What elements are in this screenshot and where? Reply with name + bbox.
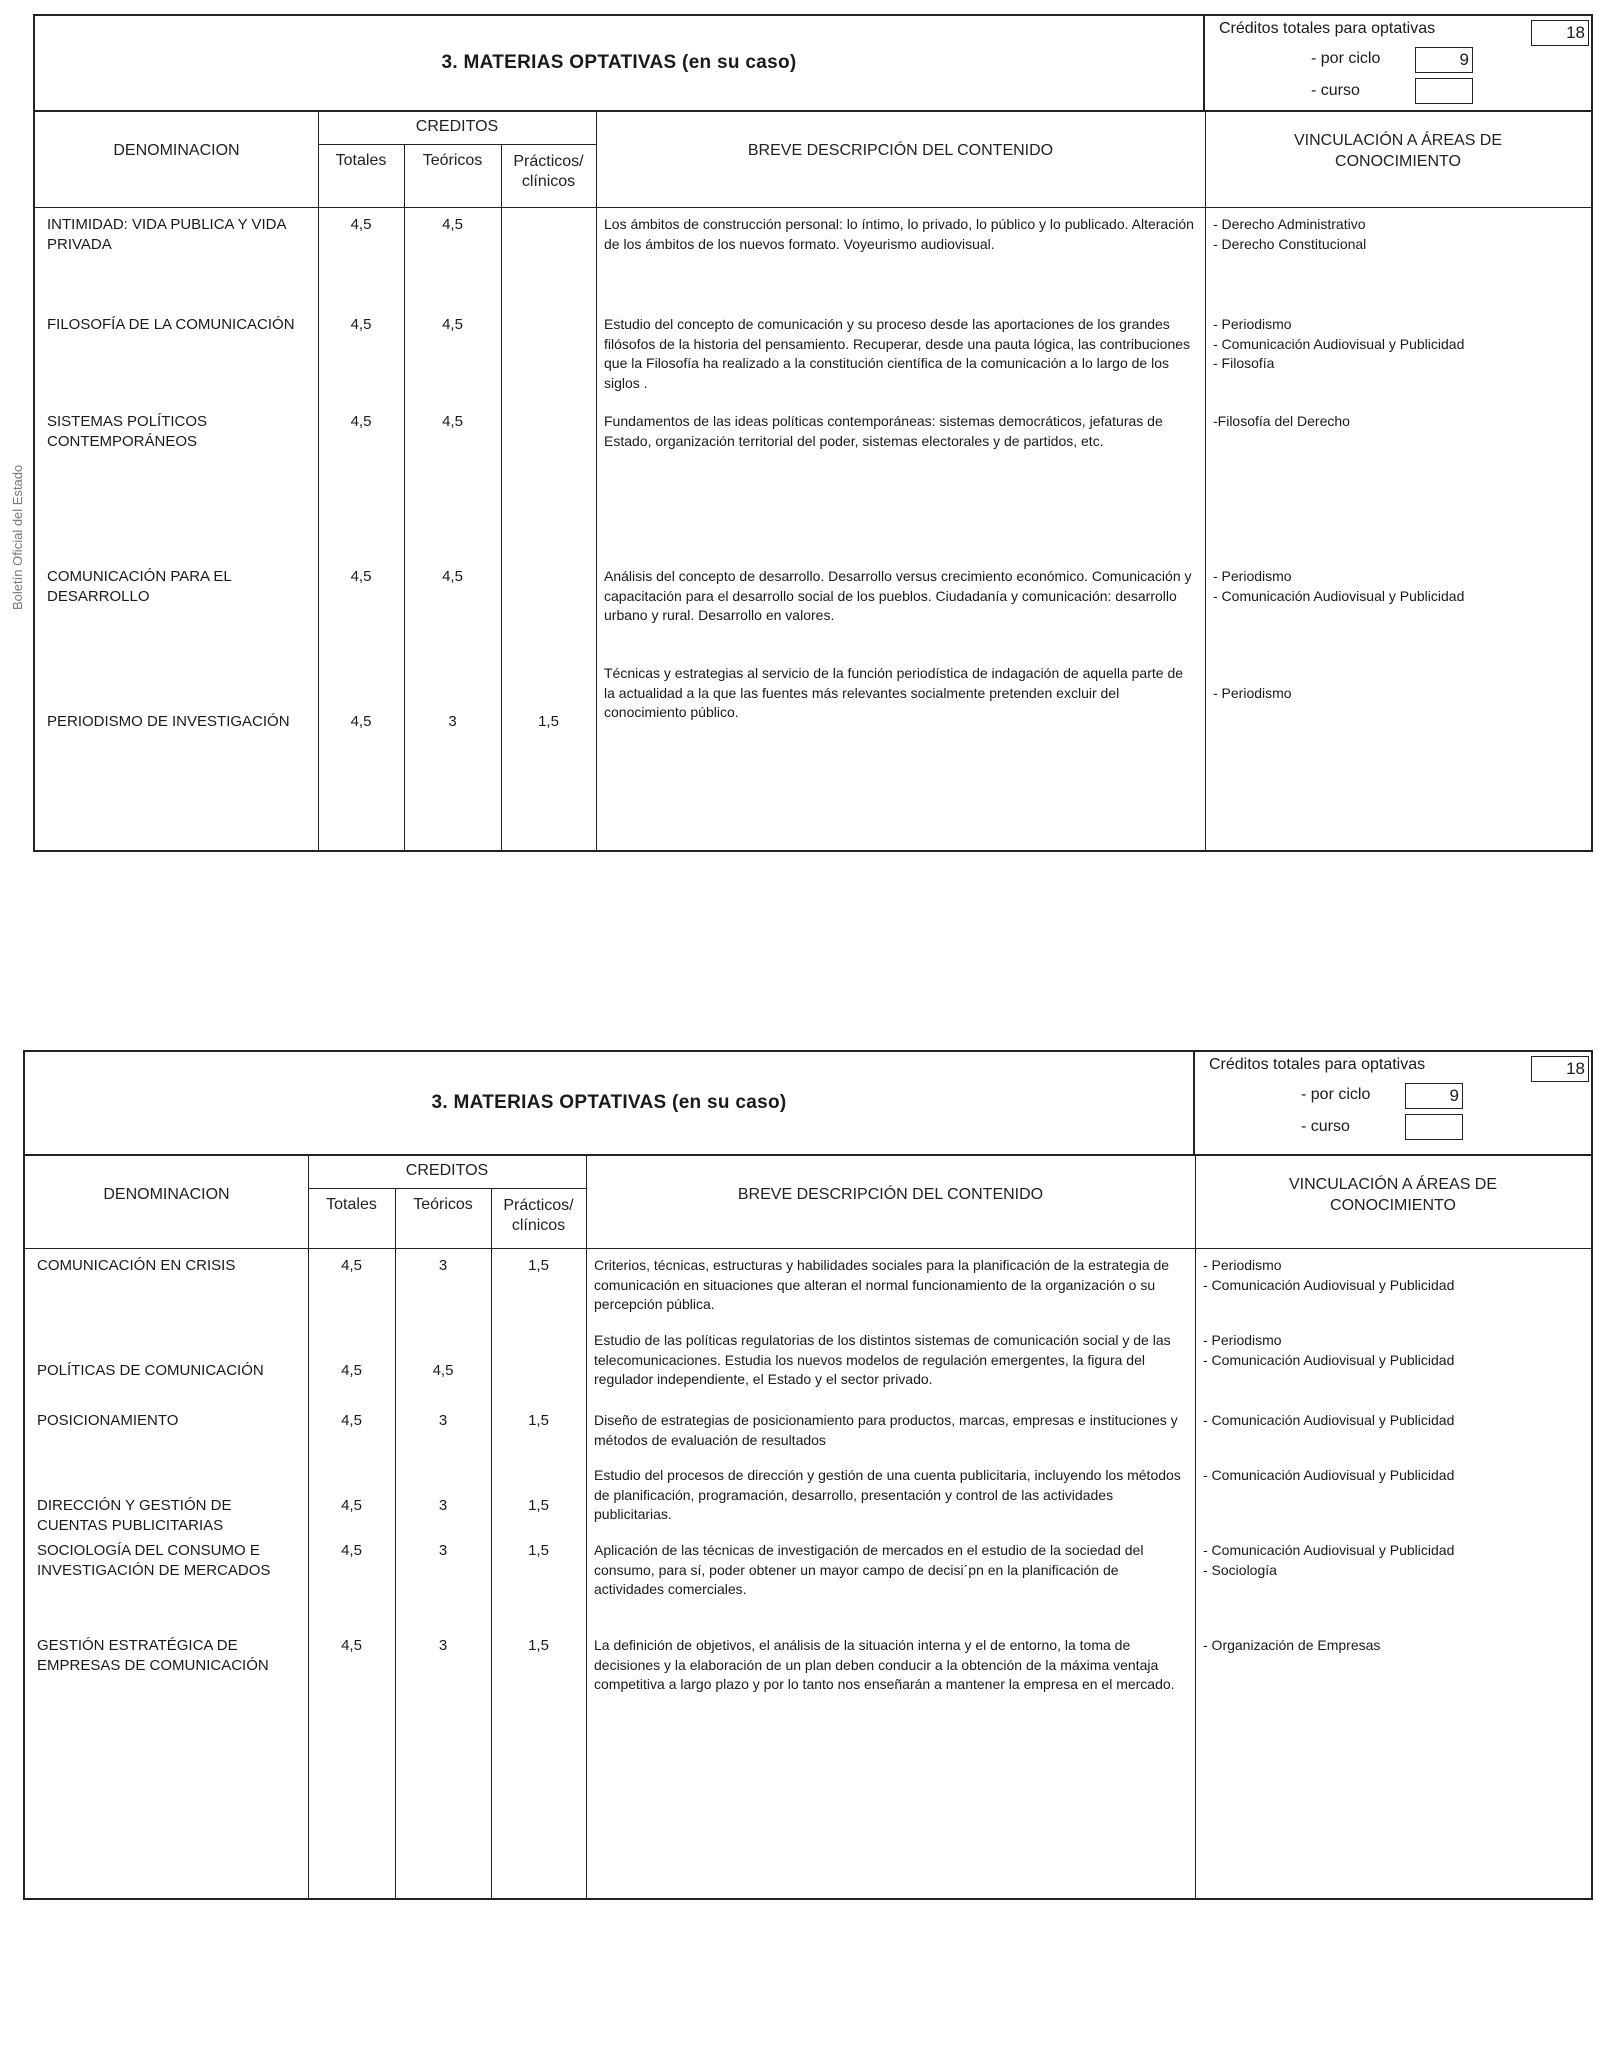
credits-teoricos: 4,5 bbox=[442, 568, 463, 585]
knowledge-areas bbox=[1203, 1256, 1583, 1295]
knowledge-areas bbox=[1213, 315, 1583, 374]
credits-practicos: 1,5 bbox=[538, 713, 559, 730]
credits-totales: 4,5 bbox=[341, 1542, 362, 1559]
knowledge-area-item: - Filosofía bbox=[1213, 355, 1275, 371]
por-ciclo-box: 9 bbox=[1405, 1083, 1463, 1109]
subject-name: POLÍTICAS DE COMUNICACIÓN bbox=[37, 1362, 264, 1379]
table-title: 3. MATERIAS OPTATIVAS (en su caso) bbox=[431, 1092, 787, 1113]
credits-teoricos: 4,5 bbox=[442, 413, 463, 430]
credits-summary bbox=[1203, 16, 1591, 112]
subject-name: GESTIÓN ESTRATÉGICA DE EMPRESAS DE COMUNICACIÓN bbox=[37, 1637, 269, 1674]
knowledge-areas bbox=[1203, 1636, 1583, 1656]
credits-totales: 4,5 bbox=[350, 713, 372, 730]
knowledge-area-item: - Comunicación Audiovisual y Publicidad bbox=[1213, 587, 1465, 604]
credits-practicos: 1,5 bbox=[528, 1637, 549, 1654]
credits-practicos: 1,5 bbox=[528, 1257, 549, 1274]
subject-description: Criterios, técnicas, estructuras y habilidades sociales para la planificación de la estrategia de comunicación en situaciones que alteran el normal funcionamiento de la organización o su percepción pública. bbox=[594, 1257, 1170, 1312]
credits-totales: 4,5 bbox=[350, 316, 372, 333]
subject-name: COMUNICACIÓN EN CRISIS bbox=[37, 1257, 236, 1274]
credits-totales: 4,5 bbox=[350, 568, 372, 585]
subject-name: COMUNICACIÓN PARA EL DESARROLLO bbox=[47, 568, 232, 605]
knowledge-area-item: - Derecho Administrativo bbox=[1213, 216, 1366, 232]
credits-totales: 4,5 bbox=[341, 1362, 362, 1379]
knowledge-area-item: - Periodismo bbox=[1213, 316, 1292, 332]
subject-description: Estudio del concepto de comunicación y su proceso desde las aportaciones de los grandes filósofos de la historia del pensamiento. Recuperar, desde una pauta lógica, las contribuciones que la Filosofía ha realizado a la constitución científica de la comunicación a lo largo de los siglos . bbox=[604, 316, 1191, 391]
credits-totales: 4,5 bbox=[341, 1497, 362, 1514]
knowledge-area-item: - Derecho Constitucional bbox=[1213, 235, 1367, 252]
col-teoricos: Teóricos bbox=[413, 1196, 473, 1213]
col-practicos: Prácticos/ clínicos bbox=[503, 1197, 574, 1234]
column-divider bbox=[501, 144, 502, 850]
credits-total-label: Créditos totales para optativas bbox=[1219, 20, 1436, 37]
header-divider bbox=[25, 1248, 1591, 1249]
por-ciclo-box: 9 bbox=[1415, 47, 1473, 73]
credits-teoricos: 3 bbox=[448, 713, 457, 730]
table-header bbox=[35, 16, 1591, 112]
subject-description: Técnicas y estrategias al servicio de la función periodística de indagación de aquella parte de la actualidad a la que las fuentes más relevantes socialmente pretenden excluir del conocimiento público. bbox=[604, 665, 1184, 720]
column-divider bbox=[596, 112, 597, 850]
curso-box bbox=[1415, 78, 1473, 104]
credits-total-box: 18 bbox=[1531, 1056, 1589, 1082]
col-creditos: CREDITOS bbox=[405, 1162, 489, 1179]
header-divider bbox=[35, 207, 1591, 208]
knowledge-area-item: - Periodismo bbox=[1213, 568, 1292, 584]
credits-totales: 4,5 bbox=[341, 1637, 362, 1654]
knowledge-area-item: - Periodismo bbox=[1213, 685, 1292, 701]
knowledge-area-item: - Periodismo bbox=[1203, 1332, 1282, 1348]
knowledge-area-item: - Comunicación Audiovisual y Publicidad bbox=[1203, 1412, 1455, 1428]
por-ciclo-label: - por ciclo bbox=[1301, 1086, 1371, 1103]
col-vinculacion: VINCULACIÓN A ÁREAS DE CONOCIMIENTO bbox=[1288, 1176, 1498, 1214]
credits-totales: 4,5 bbox=[341, 1412, 362, 1429]
credits-practicos: 1,5 bbox=[528, 1542, 549, 1559]
credits-practicos: 1,5 bbox=[528, 1497, 549, 1514]
knowledge-areas bbox=[1213, 567, 1583, 606]
optional-subjects-table-2 bbox=[23, 1050, 1593, 1900]
knowledge-area-item: - Comunicación Audiovisual y Publicidad bbox=[1203, 1542, 1455, 1558]
optional-subjects-table-1 bbox=[33, 14, 1593, 852]
col-totales: Totales bbox=[326, 1196, 377, 1213]
credits-teoricos: 3 bbox=[438, 1257, 448, 1274]
table-header bbox=[25, 1052, 1591, 1156]
credits-teoricos: 3 bbox=[438, 1497, 448, 1514]
subject-name: SISTEMAS POLÍTICOS CONTEMPORÁNEOS bbox=[47, 413, 208, 450]
knowledge-areas bbox=[1203, 1541, 1583, 1580]
column-divider bbox=[404, 144, 405, 850]
column-divider bbox=[1205, 112, 1206, 850]
column-divider bbox=[586, 1156, 587, 1898]
subject-description: Los ámbitos de construcción personal: lo íntimo, lo privado, lo público y lo publicado. Alteración de los ámbitos de los nuevos formato. Voyeurismo audiovisual. bbox=[604, 216, 1194, 252]
credits-teoricos: 4,5 bbox=[432, 1362, 454, 1379]
knowledge-area-item: - Sociología bbox=[1203, 1561, 1277, 1578]
knowledge-areas bbox=[1213, 412, 1583, 432]
credits-summary bbox=[1193, 1052, 1591, 1156]
col-denominacion: DENOMINACION bbox=[103, 1186, 230, 1203]
curso-box bbox=[1405, 1114, 1463, 1140]
table-title: 3. MATERIAS OPTATIVAS (en su caso) bbox=[441, 52, 797, 73]
credits-teoricos: 3 bbox=[438, 1637, 448, 1654]
credits-totales: 4,5 bbox=[341, 1257, 362, 1274]
col-denominacion: DENOMINACION bbox=[113, 142, 240, 159]
subject-name: SOCIOLOGÍA DEL CONSUMO E INVESTIGACIÓN DE MERCADOS bbox=[37, 1542, 271, 1579]
credits-teoricos: 4,5 bbox=[442, 316, 463, 333]
side-margin-text: Boletín Oficial del Estado bbox=[10, 464, 25, 610]
knowledge-area-item: - Comunicación Audiovisual y Publicidad bbox=[1213, 335, 1465, 352]
credits-practicos: 1,5 bbox=[528, 1412, 549, 1429]
credits-totales: 4,5 bbox=[350, 413, 372, 430]
credits-total-box: 18 bbox=[1531, 20, 1589, 46]
col-descripcion: BREVE DESCRIPCIÓN DEL CONTENIDO bbox=[737, 1186, 1044, 1203]
subject-description: Análisis del concepto de desarrollo. Desarrollo versus crecimiento económico. Comunicación y capacitación para el desarrollo social de los pueblos. Ciudadanía y comunicación: desarrollo urbano y rural. Desarrollo en valores. bbox=[604, 568, 1192, 623]
col-vinculacion: VINCULACIÓN A ÁREAS DE CONOCIMIENTO bbox=[1293, 132, 1503, 170]
knowledge-area-item: - Comunicación Audiovisual y Publicidad bbox=[1203, 1351, 1455, 1368]
credits-teoricos: 3 bbox=[438, 1412, 448, 1429]
subject-description: Diseño de estrategias de posicionamiento para productos, marcas, empresas e instituciones y métodos de evaluación de resultados bbox=[594, 1412, 1178, 1448]
knowledge-area-item: -Filosofía del Derecho bbox=[1213, 413, 1350, 429]
knowledge-area-item: - Comunicación Audiovisual y Publicidad bbox=[1203, 1276, 1455, 1293]
por-ciclo-label: - por ciclo bbox=[1311, 50, 1381, 67]
subject-description: La definición de objetivos, el análisis de la situación interna y el de entorno, la toma de decisiones y la elaboración de un plan deben conducir a la obtención de la máxima ventaja competitiva a largo plazo y por lo tanto nos enseñarán a mantener la empresa en el mercado. bbox=[594, 1637, 1175, 1692]
subject-name: FILOSOFÍA DE LA COMUNICACIÓN bbox=[47, 316, 295, 333]
knowledge-areas bbox=[1203, 1331, 1583, 1370]
subject-description: Aplicación de las técnicas de investigación de mercados en el estudio de la sociedad del consumo, para sí, poder obtener un mayor campo de decisi´pn en la planificación de actividades comerciales. bbox=[594, 1542, 1144, 1597]
subject-description: Fundamentos de las ideas políticas contemporáneas: sistemas democráticos, jefaturas de Estado, organización territorial del poder, sistemas electorales y de partidos, etc. bbox=[604, 413, 1163, 449]
knowledge-areas bbox=[1213, 684, 1583, 704]
column-divider bbox=[1195, 1156, 1196, 1898]
curso-label: - curso bbox=[1301, 1118, 1350, 1135]
knowledge-area-item: - Organización de Empresas bbox=[1203, 1637, 1381, 1653]
creditos-divider bbox=[308, 1188, 586, 1189]
creditos-divider bbox=[318, 144, 596, 145]
subject-name: PERIODISMO DE INVESTIGACIÓN bbox=[47, 713, 290, 730]
subject-description: Estudio del procesos de dirección y gestión de una cuenta publicitaria, incluyendo los métodos de planificación, programación, desarrollo, presentación y control de las actividades publicitarias. bbox=[594, 1467, 1181, 1522]
knowledge-area-item: - Periodismo bbox=[1203, 1257, 1282, 1273]
subject-description: Estudio de las políticas regulatorias de los distintos sistemas de comunicación social y de las telecomunicaciones. Estudia los nuevos modelos de regulación emergentes, la figura del regulador independiente, el Estado y el sector privado. bbox=[594, 1332, 1171, 1387]
curso-label: - curso bbox=[1311, 82, 1360, 99]
col-practicos: Prácticos/ clínicos bbox=[513, 153, 584, 190]
col-totales: Totales bbox=[335, 152, 387, 169]
credits-totales: 4,5 bbox=[350, 216, 372, 233]
knowledge-area-item: - Comunicación Audiovisual y Publicidad bbox=[1203, 1467, 1455, 1483]
subject-name: INTIMIDAD: VIDA PUBLICA Y VIDA PRIVADA bbox=[47, 216, 286, 253]
subject-name: DIRECCIÓN Y GESTIÓN DE CUENTAS PUBLICITARIAS bbox=[37, 1497, 232, 1534]
col-descripcion: BREVE DESCRIPCIÓN DEL CONTENIDO bbox=[747, 142, 1054, 159]
subject-name: POSICIONAMIENTO bbox=[37, 1412, 179, 1429]
credits-total-label: Créditos totales para optativas bbox=[1209, 1056, 1426, 1073]
knowledge-areas bbox=[1213, 215, 1583, 254]
knowledge-areas bbox=[1203, 1466, 1583, 1486]
credits-teoricos: 4,5 bbox=[442, 216, 463, 233]
col-creditos: CREDITOS bbox=[415, 118, 499, 135]
credits-teoricos: 3 bbox=[438, 1542, 448, 1559]
knowledge-areas bbox=[1203, 1411, 1583, 1431]
col-teoricos: Teóricos bbox=[422, 152, 483, 169]
